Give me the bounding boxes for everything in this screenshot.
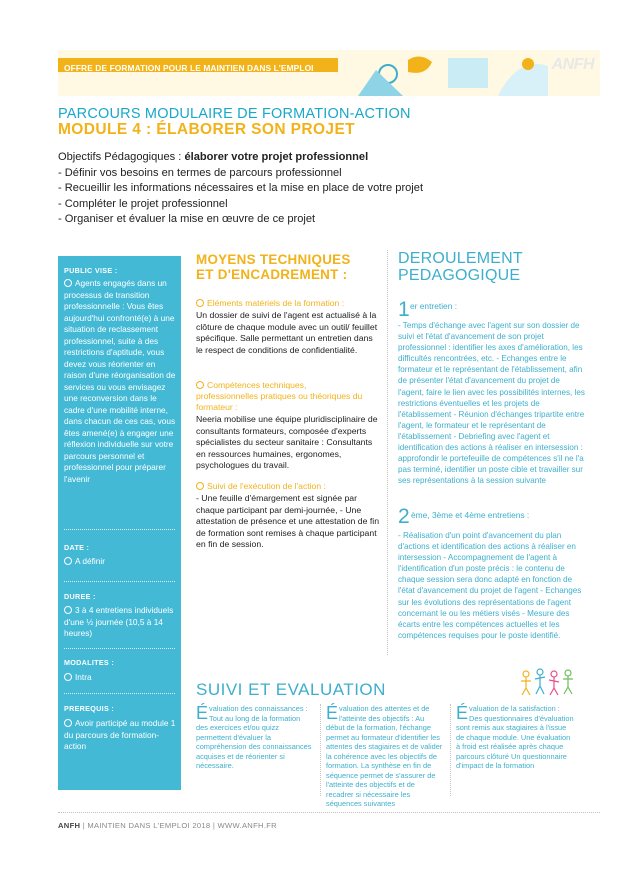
bullet-icon <box>196 482 204 490</box>
banner-strip <box>58 58 338 72</box>
duree-text-wrap <box>64 605 177 640</box>
eval-letter: É <box>326 703 339 723</box>
step2-text: - Réalisation d'un point d'avancement du plan d'actions et identification des actions à réaliser en intersession - Accompagnement de l'agent à l'identification d'un poste précis : le contenu de chaque session sera donc adapté en fonction de l'état d'avancement du projet de l'agent - Echanges sur les évolutions des représentations de l'agent concernant le ou les métiers visés - Mesure des écarts entre les compétences actuelles et les compétences requises pour le poste identifié. <box>398 531 582 640</box>
objectives-highlight: élaborer votre projet professionnel <box>184 151 369 163</box>
bullet-icon <box>196 381 204 389</box>
materiels-heading <box>196 298 366 309</box>
competences-heading-text: Compétences techniques, professionnelles pratiques ou théoriques du formateur : <box>196 380 363 412</box>
info-sidebar <box>58 256 181 790</box>
prerequis-text: Avoir participé au module 1 du parcours de formation-action <box>64 718 176 751</box>
deroulement-title-line1: DEROULEMENT <box>398 250 523 267</box>
bullet-icon <box>64 719 72 727</box>
objectives-prefix: Objectifs Pédagogiques : <box>58 151 185 163</box>
duree-text: 3 à 4 entretiens individuels d'une ½ journée (10,5 à 14 heures) <box>64 605 174 638</box>
modalites-text: Intra <box>75 672 92 682</box>
anfh-logo: ANFH <box>551 56 594 73</box>
modalites-text-wrap <box>64 672 177 684</box>
banner-illustration <box>58 50 600 96</box>
divider <box>64 693 175 694</box>
eval-connaissances <box>196 704 314 771</box>
step2-heading: ème, 3ème et 4ème entretiens : <box>411 510 530 520</box>
eval-connaissances-text: valuation des connaissances : Tout au long de la formation des exercices et/ou quizz permettent d'évaluer la compréhension des connaissances acquises et de réorienter si nécessaire. <box>196 704 312 770</box>
column-divider <box>387 250 388 655</box>
objective-item: - Organiser et évaluer la mise en œuvre de ce projet <box>58 213 316 226</box>
deroulement-title-line2: PEDAGOGIQUE <box>398 267 521 284</box>
objective-item: - Définir vos besoins en termes de parcours professionnel <box>58 166 342 179</box>
eval-divider <box>450 704 451 796</box>
prerequis-text-wrap <box>64 718 177 753</box>
modalites-heading: MODALITES : <box>64 658 115 667</box>
footer-divider <box>58 812 600 813</box>
step2-number: 2 <box>398 505 410 528</box>
people-illustration <box>518 664 578 698</box>
page-title: MODULE 4 : ÉLABORER SON PROJET <box>58 121 356 138</box>
public-text-wrap <box>64 278 177 485</box>
suivi-execution-text: - Une feuille d'émargement est signée par chaque participant par demi-journée, - Une attestation de présence et une attestation de fin de formation sont remises à chaque participant en fin de session. <box>196 493 380 550</box>
deroulement-title <box>398 250 523 284</box>
step1-text: - Temps d'échange avec l'agent sur son dossier de suivi et l'état d'avancement de son projet professionnel : identifier les axes d'amélioration, les difficultés rencontrées, etc. - Echanges entre le formateur et le représentant de l'établissement, afin de présenter l'état d'avancement du projet de l'agent, faire le lien avec les possibilités internes, les restrictions éventuelles et les projets de l'établissement - Réunion d'échanges tripartite entre l'agent, le formateur et le représentant de l'établissement - Debriefing avec l'agent et identification des actions à réaliser en intersession : approfondir le portefeuille de compétences s'il ne l'a pas terminé, identifier un poste cible et travailler sur ses représentations à la session suivante <box>398 321 585 486</box>
suivi-title: SUIVI ET EVALUATION <box>196 680 386 699</box>
competences-heading <box>196 380 366 413</box>
eval-attentes <box>326 704 444 809</box>
materiels-heading-text: Eléments matériels de la formation : <box>207 298 345 308</box>
suivi-execution-heading-text: Suivi de l'exécution de l'action : <box>207 481 326 491</box>
divider <box>64 529 175 530</box>
eval-letter: É <box>456 703 469 723</box>
eval-satisfaction <box>456 704 574 771</box>
eval-attentes-text: valuation des attentes et de l'atteinte des objectifs : Au début de la formation, l'échange permet au formateur d'identifier les attentes des stagiaires et de valider la cohérence avec les objectifs de formation. La synthèse en fin de séquence permet de s'assurer de l'atteinte des objectifs et de recadrer si nécessaire les séquences suivantes <box>326 704 443 808</box>
objectives-heading <box>58 150 578 166</box>
divider <box>64 648 175 649</box>
page-subtitle: PARCOURS MODULAIRE DE FORMATION-ACTION <box>58 106 411 122</box>
eval-satisfaction-text: valuation de la satisfaction : Des questionnaires d'évaluation sont remis aux stagiaires à l'issue de chaque module. Une évaluation à froid est réalisée après chaque parcours clôturé Un questionnaire d'impact de la formation <box>456 704 574 770</box>
banner-label: OFFRE DE FORMATION POUR LE MAINTIEN DANS L'EMPLOI <box>64 63 314 73</box>
bullet-icon <box>196 299 204 307</box>
date-text: A définir <box>75 556 105 566</box>
bullet-icon <box>64 279 72 287</box>
step1-number: 1 <box>398 298 410 321</box>
footer-brand: ANFH <box>58 821 81 830</box>
bullet-icon <box>64 557 72 565</box>
eval-letter: É <box>196 703 209 723</box>
objective-item: - Compléter le projet professionnel <box>58 197 228 210</box>
objectives-block <box>58 150 578 228</box>
materiels-text: Un dossier de suivi de l'agent est actualisé à la clôture de chaque module avec un outil/ feuillet spécifique. Salle permettant un entretien dans le respect de conditions de confidentialité. <box>196 310 378 355</box>
prerequis-heading: PREREQUIS : <box>64 704 115 713</box>
bullet-icon <box>64 673 72 681</box>
suivi-execution-heading <box>196 481 366 492</box>
footer-text: | MAINTIEN DANS L'EMPLOI 2018 | WWW.ANFH.FR <box>80 821 277 830</box>
bullet-icon <box>64 606 72 614</box>
public-text: Agents engagés dans un processus de transition professionnelle : Vous êtes aujourd'hui confronté(e) à une situation de reclassement professionnel, suite à des restrictions d'aptitude, vous devez vous réorienter en raison d'une réorganisation de services ou vous envisagez une reconversion dans le cadre d'une mobilité interne, dans chacun de ces cas, vous êtes amené(e) à engager une réflexion individuelle sur votre parcours personnel et professionnel pour préparer l'avenir <box>64 278 176 484</box>
moyens-title-line2: ET D'ENCADREMENT : <box>196 267 348 282</box>
eval-divider <box>320 704 321 796</box>
public-heading: PUBLIC VISE : <box>64 266 118 275</box>
date-text-wrap <box>64 556 177 568</box>
duree-heading: DUREE : <box>64 592 96 601</box>
top-banner <box>58 50 600 96</box>
divider <box>64 581 175 582</box>
moyens-title <box>196 252 351 282</box>
footer <box>58 821 277 830</box>
step1-heading: er entretien : <box>410 301 458 311</box>
objective-item: - Recueillir les informations nécessaires et la mise en place de votre projet <box>58 182 424 195</box>
moyens-title-line1: MOYENS TECHNIQUES <box>196 252 351 267</box>
date-heading: DATE : <box>64 543 90 552</box>
competences-text: Neeria mobilise une équipe pluridisciplinaire de consultants formateurs, composée d'experts spécialistes du secteur sanitaire : Consultants en ressources humaines, ergonomes, psychologues du travail. <box>196 414 378 471</box>
